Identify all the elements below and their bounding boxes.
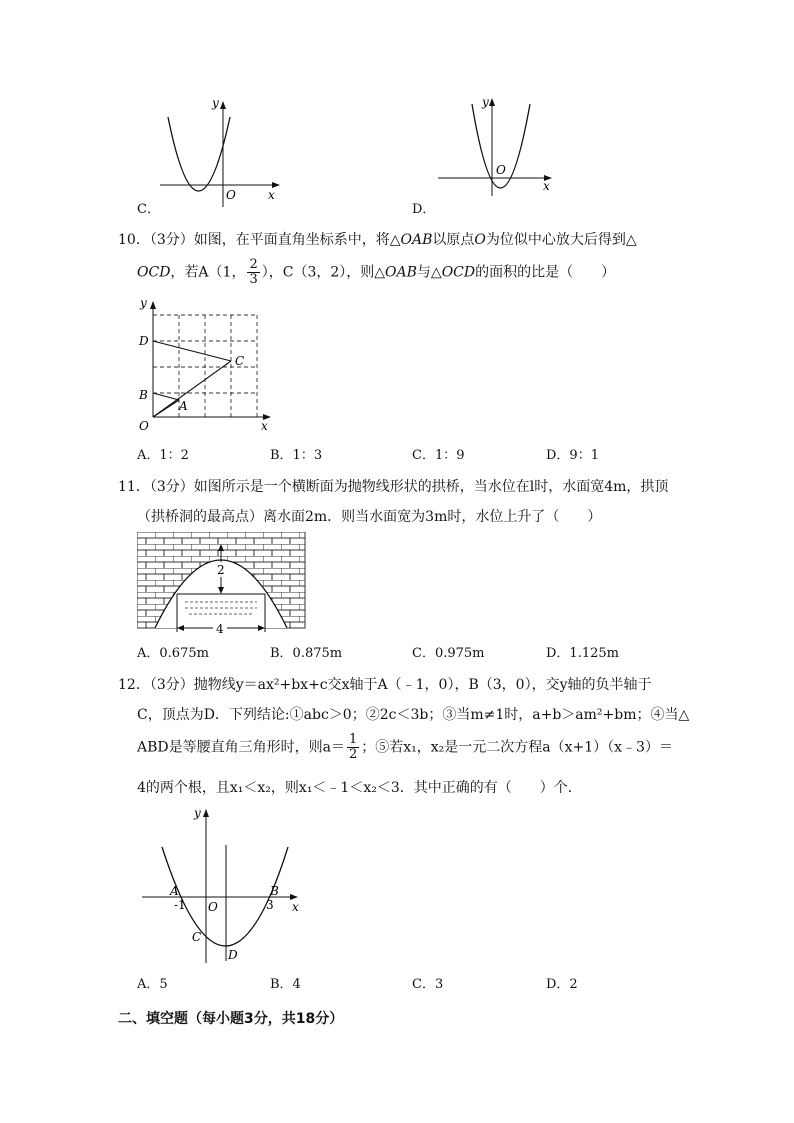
q12-option-b[interactable]: B．4 <box>270 977 301 992</box>
q10-point-c: C <box>235 354 245 368</box>
q11-option-b[interactable]: B．0.875m <box>270 646 343 661</box>
q12-option-c[interactable]: C．3 <box>412 977 444 992</box>
q10-point-a: A <box>179 399 188 413</box>
q10-x-label: x <box>261 419 268 433</box>
q10-origin: O <box>139 419 149 433</box>
q10-fraction: $\frac{2}{3}$ <box>249 257 258 287</box>
q9d-origin-label: O <box>496 163 506 177</box>
q12-point-b: B <box>270 884 279 898</box>
q11-option-d[interactable]: D．1.125m <box>546 646 619 661</box>
q12-point-a: A <box>170 884 179 898</box>
q11-line1: 11．（3分）如图所示是一个横断面为抛物线形状的拱桥，当水位在l时，水面宽4m，拱顶 <box>118 479 669 495</box>
q11-height-label: 2 <box>217 563 225 577</box>
q9-graph-d <box>430 92 570 202</box>
q12-tick-3: 3 <box>266 898 274 912</box>
q10-line1: 10．（3分）如图，在平面直角坐标系中，将△OAB以原点O为位似中心放大后得到△ <box>118 232 637 248</box>
section-heading-fill-in: 二、填空题（每小题3分，共18分） <box>118 1011 344 1027</box>
q12-parabola-figure <box>140 805 310 965</box>
q10-figure <box>135 295 280 433</box>
q12-x-label: x <box>292 900 299 914</box>
q12-line2: C，顶点为D．下列结论:①abc＞0；②2c＜3b；③当m≠1时，a+b＞am²+bm；④当△ <box>137 707 690 723</box>
q9c-y-label: y <box>212 96 219 110</box>
q12-line4: 4的两个根，且x₁＜x₂，则x₁＜﹣1＜x₂＜3．其中正确的有（ ）个． <box>137 780 582 796</box>
q10-option-c[interactable]: C．1：9 <box>412 448 465 463</box>
q11-bridge-figure <box>137 532 309 640</box>
q12-point-c: C <box>192 930 202 944</box>
q12-y-label: y <box>194 806 201 820</box>
q10-point-d: D <box>139 334 149 348</box>
q12-origin: O <box>208 900 218 914</box>
q9-graph-c <box>150 95 290 215</box>
q12-fraction: $\frac{1}{2}$ <box>348 732 358 762</box>
q10-line2: OCD，若A（1， $\frac{2}{3}$ ），C（3，2），则△OAB与△OCD的面积的比是（ ） <box>137 257 616 287</box>
q12-line1: 12．（3分）抛物线y＝ax²+bx+c交x轴于A（﹣1，0），B（3，0），交y轴的负半轴于 <box>118 677 652 693</box>
q11-line2: （拱桥洞的最高点）离水面2m．则当水面宽为3m时，水位上升了（ ） <box>137 509 602 525</box>
q11-width-label: 4 <box>216 622 224 636</box>
q9-option-c[interactable]: C． <box>137 202 160 217</box>
q9-option-d[interactable]: D． <box>412 202 436 217</box>
q10-option-d[interactable]: D．9：1 <box>546 448 599 463</box>
q12-tick-minus1: -1 <box>174 898 186 912</box>
q12-option-d[interactable]: D．2 <box>546 977 578 992</box>
q11-option-a[interactable]: A．0.675m <box>137 646 209 661</box>
q12-option-a[interactable]: A．5 <box>137 977 168 992</box>
q12-point-d: D <box>228 948 238 962</box>
q10-point-b: B <box>139 388 148 402</box>
q11-option-c[interactable]: C．0.975m <box>412 646 485 661</box>
q9c-origin-label: O <box>226 188 236 202</box>
q9d-x-label: x <box>543 179 550 193</box>
q12-line3: ABD是等腰直角三角形时，则a＝ $\frac{1}{2}$ ；⑤若x₁，x₂是一元二次方程a（x+1）（x﹣3）＝ <box>137 732 673 762</box>
q10-y-label: y <box>140 296 147 310</box>
q9c-x-label: x <box>268 188 275 202</box>
q10-option-b[interactable]: B．1：3 <box>270 448 323 463</box>
q9d-y-label: y <box>482 95 489 109</box>
q10-option-a[interactable]: A．1：2 <box>137 448 189 463</box>
